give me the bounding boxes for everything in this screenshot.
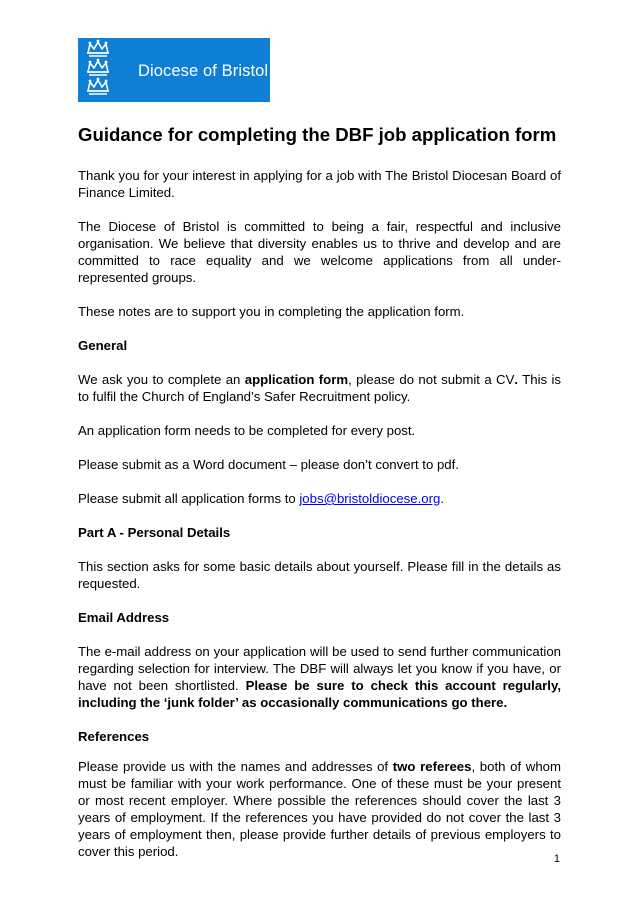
diocese-logo <box>78 38 270 102</box>
email-paragraph <box>78 643 561 711</box>
general-heading: General <box>78 338 128 353</box>
text-span: We ask you to complete an <box>78 372 245 387</box>
references-paragraph <box>78 758 561 860</box>
references-heading: References <box>78 729 150 744</box>
emphasis-two-referees: two referees <box>392 759 472 774</box>
text-span: , both of whom must be familiar with your work performance. One of these must be your present or most recent employer. Where possible the references should cover the last 3 years of employment. If the references you have provided do not cover the last 3 years of employment then, please provide further details of previous employers to cover this period. <box>78 759 561 859</box>
intro-paragraph-2: The Diocese of Bristol is committed to being a fair, respectful and inclusive organisation. We believe that diversity enables us to thrive and develop and are committed to race equality and we welcome applications from all under-represented groups. <box>78 219 561 285</box>
intro-paragraph-1: Thank you for your interest in applying for a job with The Bristol Diocesan Board of Finance Limited. <box>78 168 561 200</box>
document-body <box>78 124 561 877</box>
intro-paragraph-3: These notes are to support you in completing the application form. <box>78 304 465 319</box>
general-paragraph-2: An application form needs to be completed for every post. <box>78 423 416 438</box>
text-span: This is to fulfil the Church of England’s Safer Recruitment policy. <box>78 372 562 404</box>
logo-text: Diocese of Bristol <box>138 62 269 80</box>
text-span: . <box>440 491 444 506</box>
part-a-paragraph: This section asks for some basic details about yourself. Please fill in the details as requested. <box>78 559 561 591</box>
emphasis-application-form: application form <box>244 372 349 387</box>
emphasis-period: . <box>514 372 519 387</box>
page-title: Guidance for completing the DBF job application form <box>78 124 557 145</box>
text-span: Please submit all application forms to <box>78 491 300 506</box>
email-heading: Email Address <box>78 610 170 625</box>
text-span: The e-mail address on your application will be used to send further communication regarding selection for interview. The DBF will always let you know if you have, or have not been shortlisted. <box>78 644 561 693</box>
text-span: , please do not submit a CV <box>348 372 515 387</box>
general-paragraph-3: Please submit as a Word document – please don’t convert to pdf. <box>78 457 459 472</box>
part-a-heading: Part A - Personal Details <box>78 525 231 540</box>
text-span: Please provide us with the names and addresses of <box>78 759 393 774</box>
page-number: 1 <box>553 853 560 865</box>
emphasis-check-account: Please be sure to check this account regularly, including the ‘junk folder’ as occasionally communications go there. <box>78 678 561 710</box>
jobs-email-link[interactable]: jobs@bristoldiocese.org <box>299 491 441 506</box>
general-paragraph-4 <box>78 490 561 507</box>
general-paragraph-1 <box>78 371 561 405</box>
